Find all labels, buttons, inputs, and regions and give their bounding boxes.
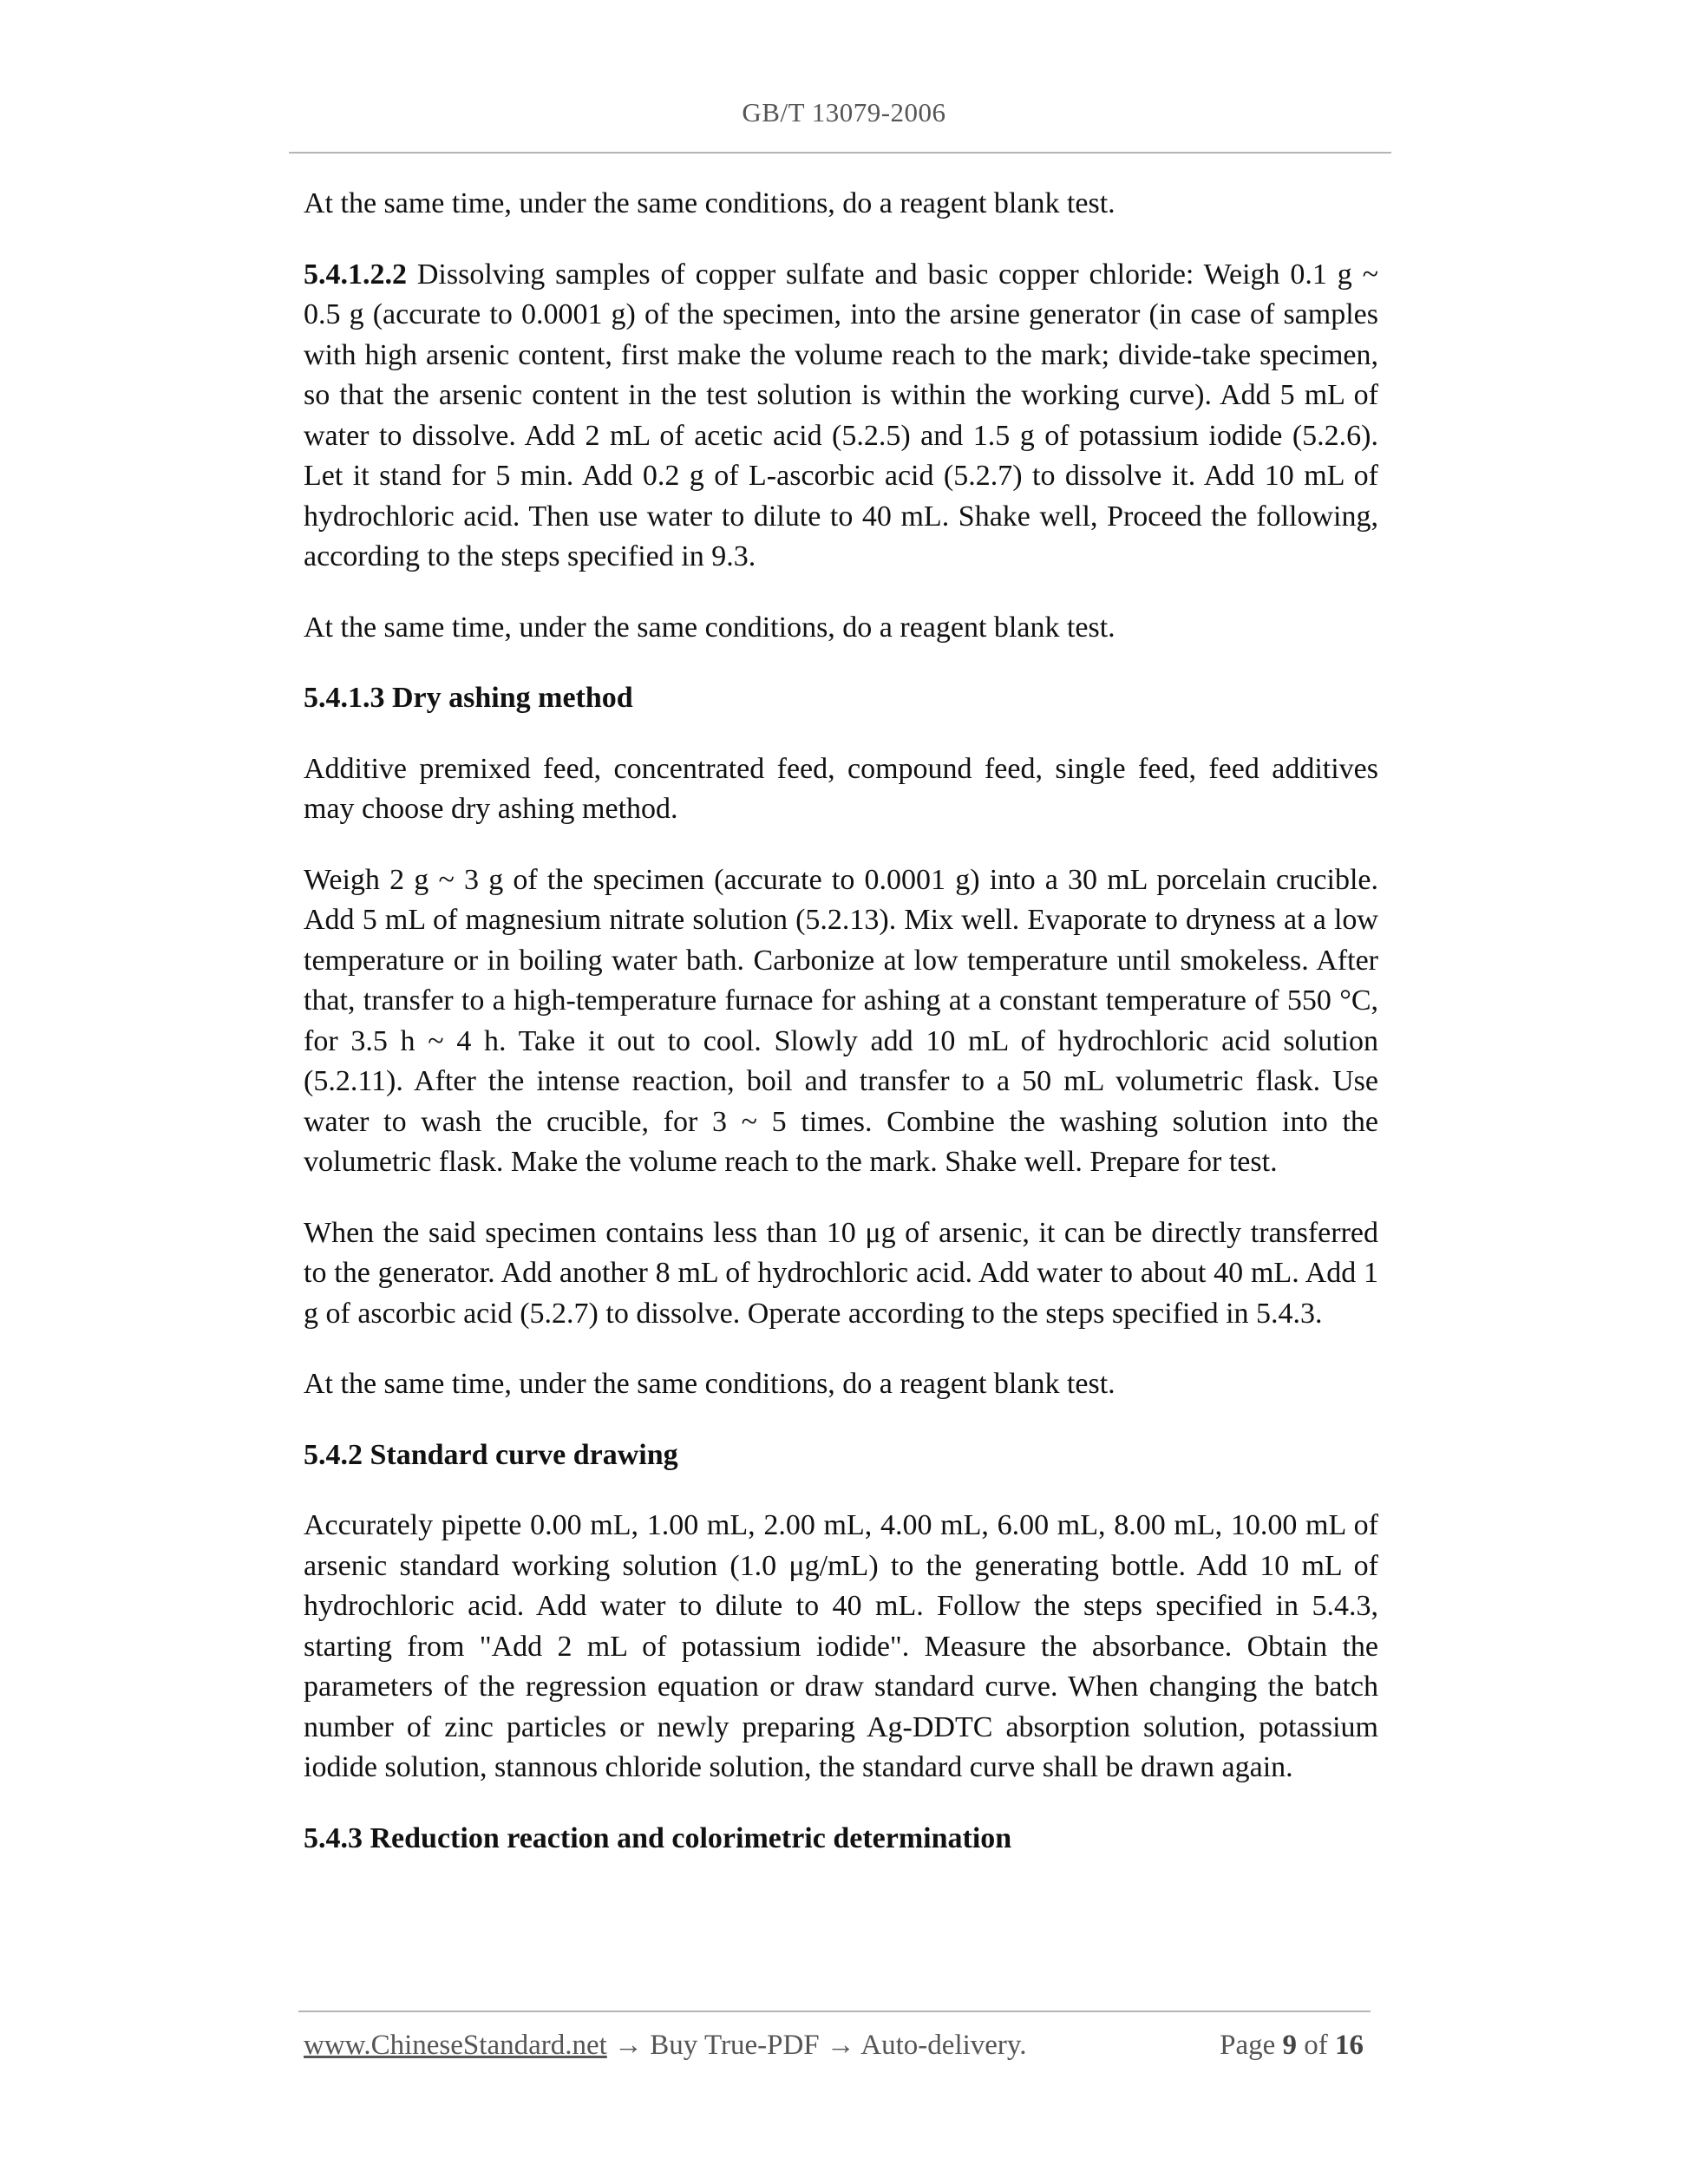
header-divider <box>289 152 1391 154</box>
heading-dry-ashing-method: 5.4.1.3 Dry ashing method <box>304 682 633 714</box>
document-id: GB/T 13079-2006 <box>742 97 946 128</box>
clause-number: 5.4.1.2.2 <box>304 258 407 291</box>
document-body <box>304 184 1378 1889</box>
page-label: Page <box>1220 2030 1283 2061</box>
paragraph-dry-ashing-procedure: Weigh 2 g ~ 3 g of the specimen (accurate to 0.0001 g) into a 30 mL porcelain crucible. Add 5 mL of magnesium nitrate solution (5.2.13). Mix well. Evaporate to dryness at a low temperature or in boiling water bath. Carbonize at low temperature until smokeless. After that, transfer to a high-temperature furnace for ashing at a constant temperature of 550 °C, for 3.5 h ~ 4 h. Take it out to cool. Slowly add 10 mL of hydrochloric acid solution (5.2.11). After the intense reaction, boil and transfer to a 50 mL volumetric flask. Use water to wash the crucible, for 3 ~ 5 times. Combine the washing solution into the volumetric flask. Make the volume reach to the mark. Shake well. Prepare for test. <box>304 863 1378 1178</box>
promo-text: → Buy True-PDF → Auto-delivery. <box>606 2030 1027 2061</box>
paragraph-blank-test-1: At the same time, under the same conditions, do a reagent blank test. <box>304 187 1116 219</box>
paragraph-dry-ashing-scope: Additive premixed feed, concentrated feed, compound feed, single feed, feed additives may choose dry ashing method. <box>304 752 1378 825</box>
page-header <box>0 97 1688 128</box>
clause-text: Dissolving samples of copper sulfate and basic copper chloride: Weigh 0.1 g ~ 0.5 g (accurate to 0.0001 g) of the specimen, into the arsine generator (in case of samples with high arsenic content, first make the volume reach to the mark; divide-take specimen, so that the arsenic content in the test solution is within the working curve). Add 5 mL of water to dissolve. Add 2 mL of acetic acid (5.2.5) and 1.5 g of potassium iodide (5.2.6). Let it stand for 5 min. Add 0.2 g of L-ascorbic acid (5.2.7) to dissolve it. Add 10 mL of hydrochloric acid. Then use water to dilute to 40 mL. Shake well, Proceed the following, according to the steps specified in 9.3. <box>304 258 1378 572</box>
paragraph-blank-test-2: At the same time, under the same conditions, do a reagent blank test. <box>304 611 1116 644</box>
heading-reduction-reaction: 5.4.3 Reduction reaction and colorimetric determination <box>304 1821 1012 1854</box>
of-label: of <box>1297 2030 1335 2061</box>
paragraph-standard-curve: Accurately pipette 0.00 mL, 1.00 mL, 2.00 mL, 4.00 mL, 6.00 mL, 8.00 mL, 10.00 mL of arsenic standard working solution (1.0 μg/mL) to the generating bottle. Add 10 mL of hydrochloric acid. Add water to dilute to 40 mL. Follow the steps specified in 5.4.3, starting from "Add 2 mL of potassium iodide". Measure the absorbance. Obtain the parameters of the regression equation or draw standard curve. When changing the batch number of zinc particles or newly preparing Ag-DDTC absorption solution, potassium iodide solution, stannous chloride solution, the standard curve shall be drawn again. <box>304 1509 1378 1783</box>
page-indicator <box>1220 2030 1364 2062</box>
site-link[interactable]: www.ChineseStandard.net <box>304 2030 607 2061</box>
paragraph-blank-test-3: At the same time, under the same conditions, do a reagent blank test. <box>304 1368 1116 1400</box>
heading-standard-curve: 5.4.2 Standard curve drawing <box>304 1438 678 1471</box>
page-number: 9 <box>1282 2030 1297 2061</box>
footer-promo <box>304 2030 1027 2062</box>
clause-5-4-1-2-2 <box>304 255 1378 578</box>
page-total: 16 <box>1335 2030 1364 2061</box>
paragraph-low-arsenic: When the said specimen contains less than 10 μg of arsenic, it can be directly transferred to the generator. Add another 8 mL of hydrochloric acid. Add water to about 40 mL. Add 1 g of ascorbic acid (5.2.7) to dissolve. Operate according to the steps specified in 5.4.3. <box>304 1216 1378 1330</box>
footer-divider <box>298 2011 1371 2012</box>
